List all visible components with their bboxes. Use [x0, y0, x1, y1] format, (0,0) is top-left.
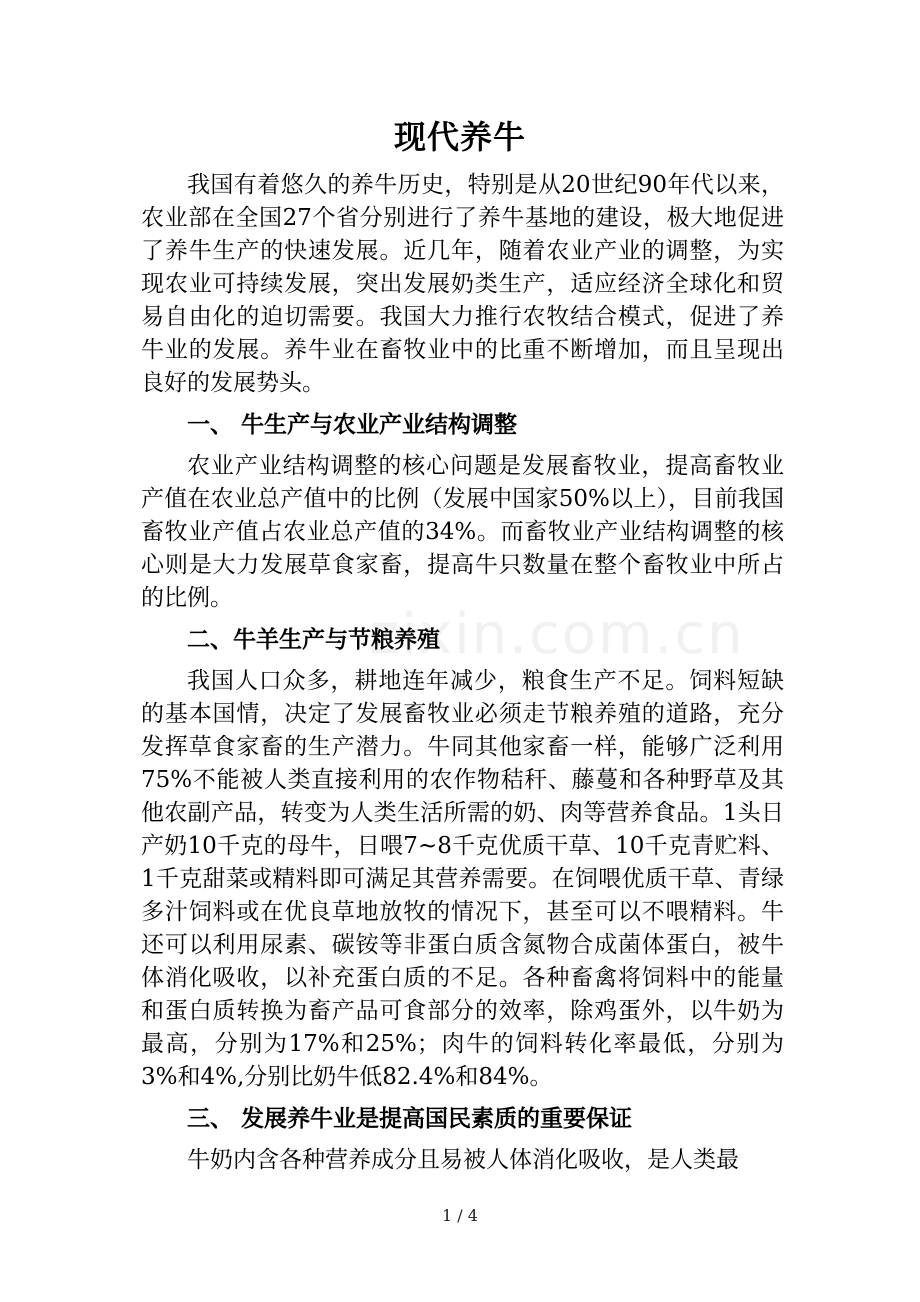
page-indicator: 1 / 4	[442, 1206, 478, 1225]
watermark: zixin.com.cn	[370, 602, 745, 667]
section-heading-2: 二、牛羊生产与节粮养殖	[187, 626, 440, 653]
section-heading-1: 一、 牛生产与农业产业结构调整	[187, 411, 518, 438]
document-body	[141, 169, 784, 1177]
page-title: 现代养牛	[393, 118, 526, 156]
section-3-paragraph: 牛奶内含各种营养成分且易被人体消化吸收，是人类最	[187, 1147, 739, 1173]
section-2-paragraph: 我国人口众多，耕地连年减少，粮食生产不足。饲料短缺的基本国情，决定了发展畜牧业必须走节粮养殖的道路，充分发挥草食家畜的生产潜力。牛同其他家畜一样，能够广泛利用75%不能被人类直接利用的农作物秸秆、藤蔓和各种野草及其他农副产品，转变为人类生活所需的奶、肉等营养食品。1头日产奶10千克的母牛，日喂7~8千克优质干草、10千克青贮料、1千克甜菜或精料即可满足其营养需要。在饲喂优质干草、青绿多汁饲料或在优良草地放牧的情况下，甚至可以不喂精料。牛还可以利用尿素、碳铵等非蛋白质含氮物合成菌体蛋白，被牛体消化吸收，以补充蛋白质的不足。各种畜禽将饲料中的能量和蛋白质转换为畜产品可食部分的效率，除鸡蛋外，以牛奶为最高，分别为17%和25%；肉牛的饲料转化率最低，分别为3%和4%,分别比奶牛低82.4%和84%。	[141, 668, 784, 1090]
section-heading-3: 三、 发展养牛业是提高国民素质的重要保证	[187, 1105, 633, 1132]
section-1-paragraph: 农业产业结构调整的核心问题是发展畜牧业，提高畜牧业产值在农业总产值中的比例（发展中国家50%以上），目前我国畜牧业产值占农业总产值的34%。而畜牧业产业结构调整的核心则是大力发展草食家畜，提高牛只数量在整个畜牧业中所占的比例。	[141, 453, 784, 611]
intro-paragraph: 我国有着悠久的养牛历史，特别是从20世纪90年代以来，农业部在全国27个省分别进行了养牛基地的建设，极大地促进了养牛生产的快速发展。近几年，随着农业产业的调整，为实现农业可持续发展，突出发展奶类生产，适应经济全球化和贸易自由化的迫切需要。我国大力推行农牧结合模式，促进了养牛业的发展。养牛业在畜牧业中的比重不断增加，而且呈现出良好的发展势头。	[141, 172, 784, 396]
